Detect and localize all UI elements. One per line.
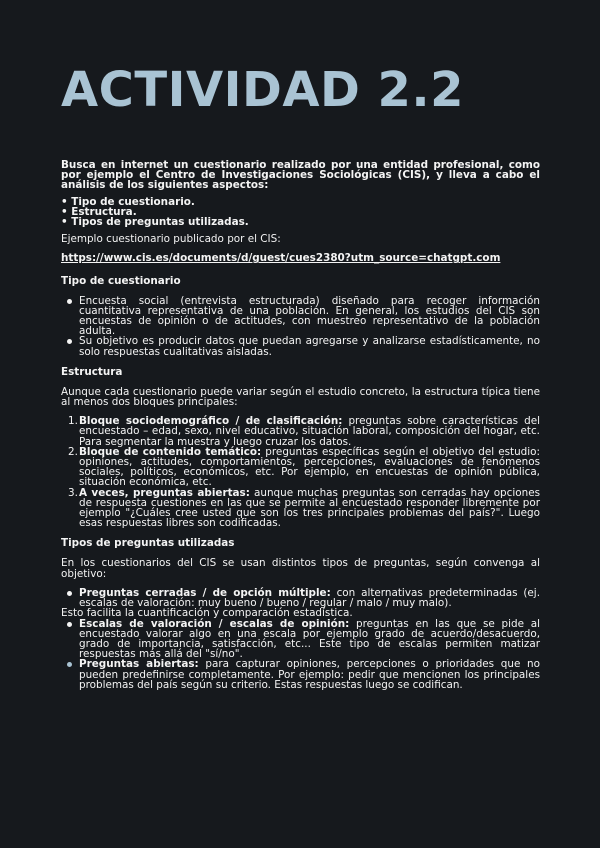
item-text: para capturar opiniones, percepciones o prioridades que no pueden predefinirse completamente. Por ejemplo: pedir que mencionen los principales problemas del país según su criterio. Estas respuestas luego se codifican. — [79, 658, 540, 691]
example-link[interactable]: https://www.cis.es/documents/d/guest/cues2380?utm_source=chatgpt.com — [61, 252, 501, 265]
aspects-list — [61, 197, 540, 228]
estructura-intro: Aunque cada cuestionario puede variar según el estudio concreto, la estructura típica tiene al menos dos bloques principales: — [61, 385, 540, 409]
item-title: Escalas de valoración / escalas de opinión: — [79, 617, 350, 630]
item-text: con alternativas predeterminadas (ej. escalas de valoración: muy bueno / bueno / regular / malo / muy malo). — [79, 586, 540, 610]
list-item — [68, 445, 540, 489]
list-item — [79, 619, 540, 660]
item-text: preguntas en las que se pide al encuestado valorar algo en una escala por ejemplo grado de acuerdo/desacuerdo, grado de importancia, satisfacción, etc... Este tipo de escalas permiten matizar respuestas más allá del "sí/no". — [79, 617, 540, 661]
list-item — [79, 659, 540, 690]
list-item — [68, 415, 540, 448]
item-title: Bloque de contenido temático: — [79, 445, 262, 458]
item-number: 2. — [68, 445, 78, 458]
list-item — [68, 486, 540, 530]
estructura-list — [61, 416, 540, 528]
item-title: Preguntas cerradas / de opción múltiple: — [79, 586, 331, 599]
example-label: Ejemplo cuestionario publicado por el CIS: — [61, 233, 281, 246]
tipo-list — [61, 296, 540, 357]
page-content — [61, 160, 540, 699]
aspect-item: • Estructura. — [61, 207, 540, 217]
list-item: Encuesta social (entrevista estructurada) diseñado para recoger información cuantitativa representativa de una población. En general, los estudios del CIS son encuestas de opinión o de actitudes, con muestreo representativo de la población adulta. — [79, 294, 540, 338]
list-item: Su objetivo es producir datos que puedan agregarse y analizarse estadísticamente, no solo respuestas cualitativas aisladas. — [79, 335, 540, 358]
item-text: preguntas sobre características del encuestado – edad, sexo, nivel educativo, situación laboral, composición del hogar, etc. Para segmentar la muestra y luego cruzar los datos. — [79, 415, 540, 448]
preguntas-list-cont — [61, 619, 540, 690]
activity-instructions: Busca en internet un cuestionario realizado por una entidad profesional, como por ejemplo el Centro de Investigaciones Sociológicas (CIS), y lleva a cabo el análisis de los siguientes aspectos: — [61, 159, 540, 192]
item-title: Preguntas abiertas: — [79, 658, 199, 671]
item-title: A veces, preguntas abiertas: — [79, 486, 250, 499]
section-heading-tipo: Tipo de cuestionario — [61, 274, 181, 287]
item-text: aunque muchas preguntas son cerradas hay opciones de respuesta cuestiones en las que se permite al encuestado responder libremente por ejemplo "¿Cuáles cree usted que son los tres principales problemas del país?". Luego esas respuestas libres son codificadas. — [79, 486, 540, 530]
section-heading-tipos-preguntas: Tipos de preguntas utilizadas — [61, 537, 235, 550]
item-number: 1. — [68, 415, 78, 428]
item-title: Bloque sociodemográfico / de clasificación: — [79, 415, 343, 428]
item-note: Esto facilita la cuantificación y comparación estadística. — [61, 607, 353, 620]
preguntas-list — [61, 588, 540, 608]
aspect-item: • Tipos de preguntas utilizadas. — [61, 217, 540, 227]
list-item — [79, 588, 540, 608]
aspect-item: • Tipo de cuestionario. — [61, 197, 540, 207]
section-heading-estructura: Estructura — [61, 365, 123, 378]
item-text: preguntas específicas según el objetivo del estudio: opiniones, actitudes, comportamientos, percepciones, evaluaciones de fenómenos sociales, políticos, económicos, etc. Por ejemplo, en encuestas de opinión pública, situación económica, etc. — [79, 445, 540, 489]
tipos-preguntas-intro: En los cuestionarios del CIS se usan distintos tipos de preguntas, según convenga al objetivo: — [61, 557, 540, 580]
page-title: ACTIVIDAD 2.2 — [61, 62, 465, 118]
item-number: 3. — [68, 486, 78, 499]
